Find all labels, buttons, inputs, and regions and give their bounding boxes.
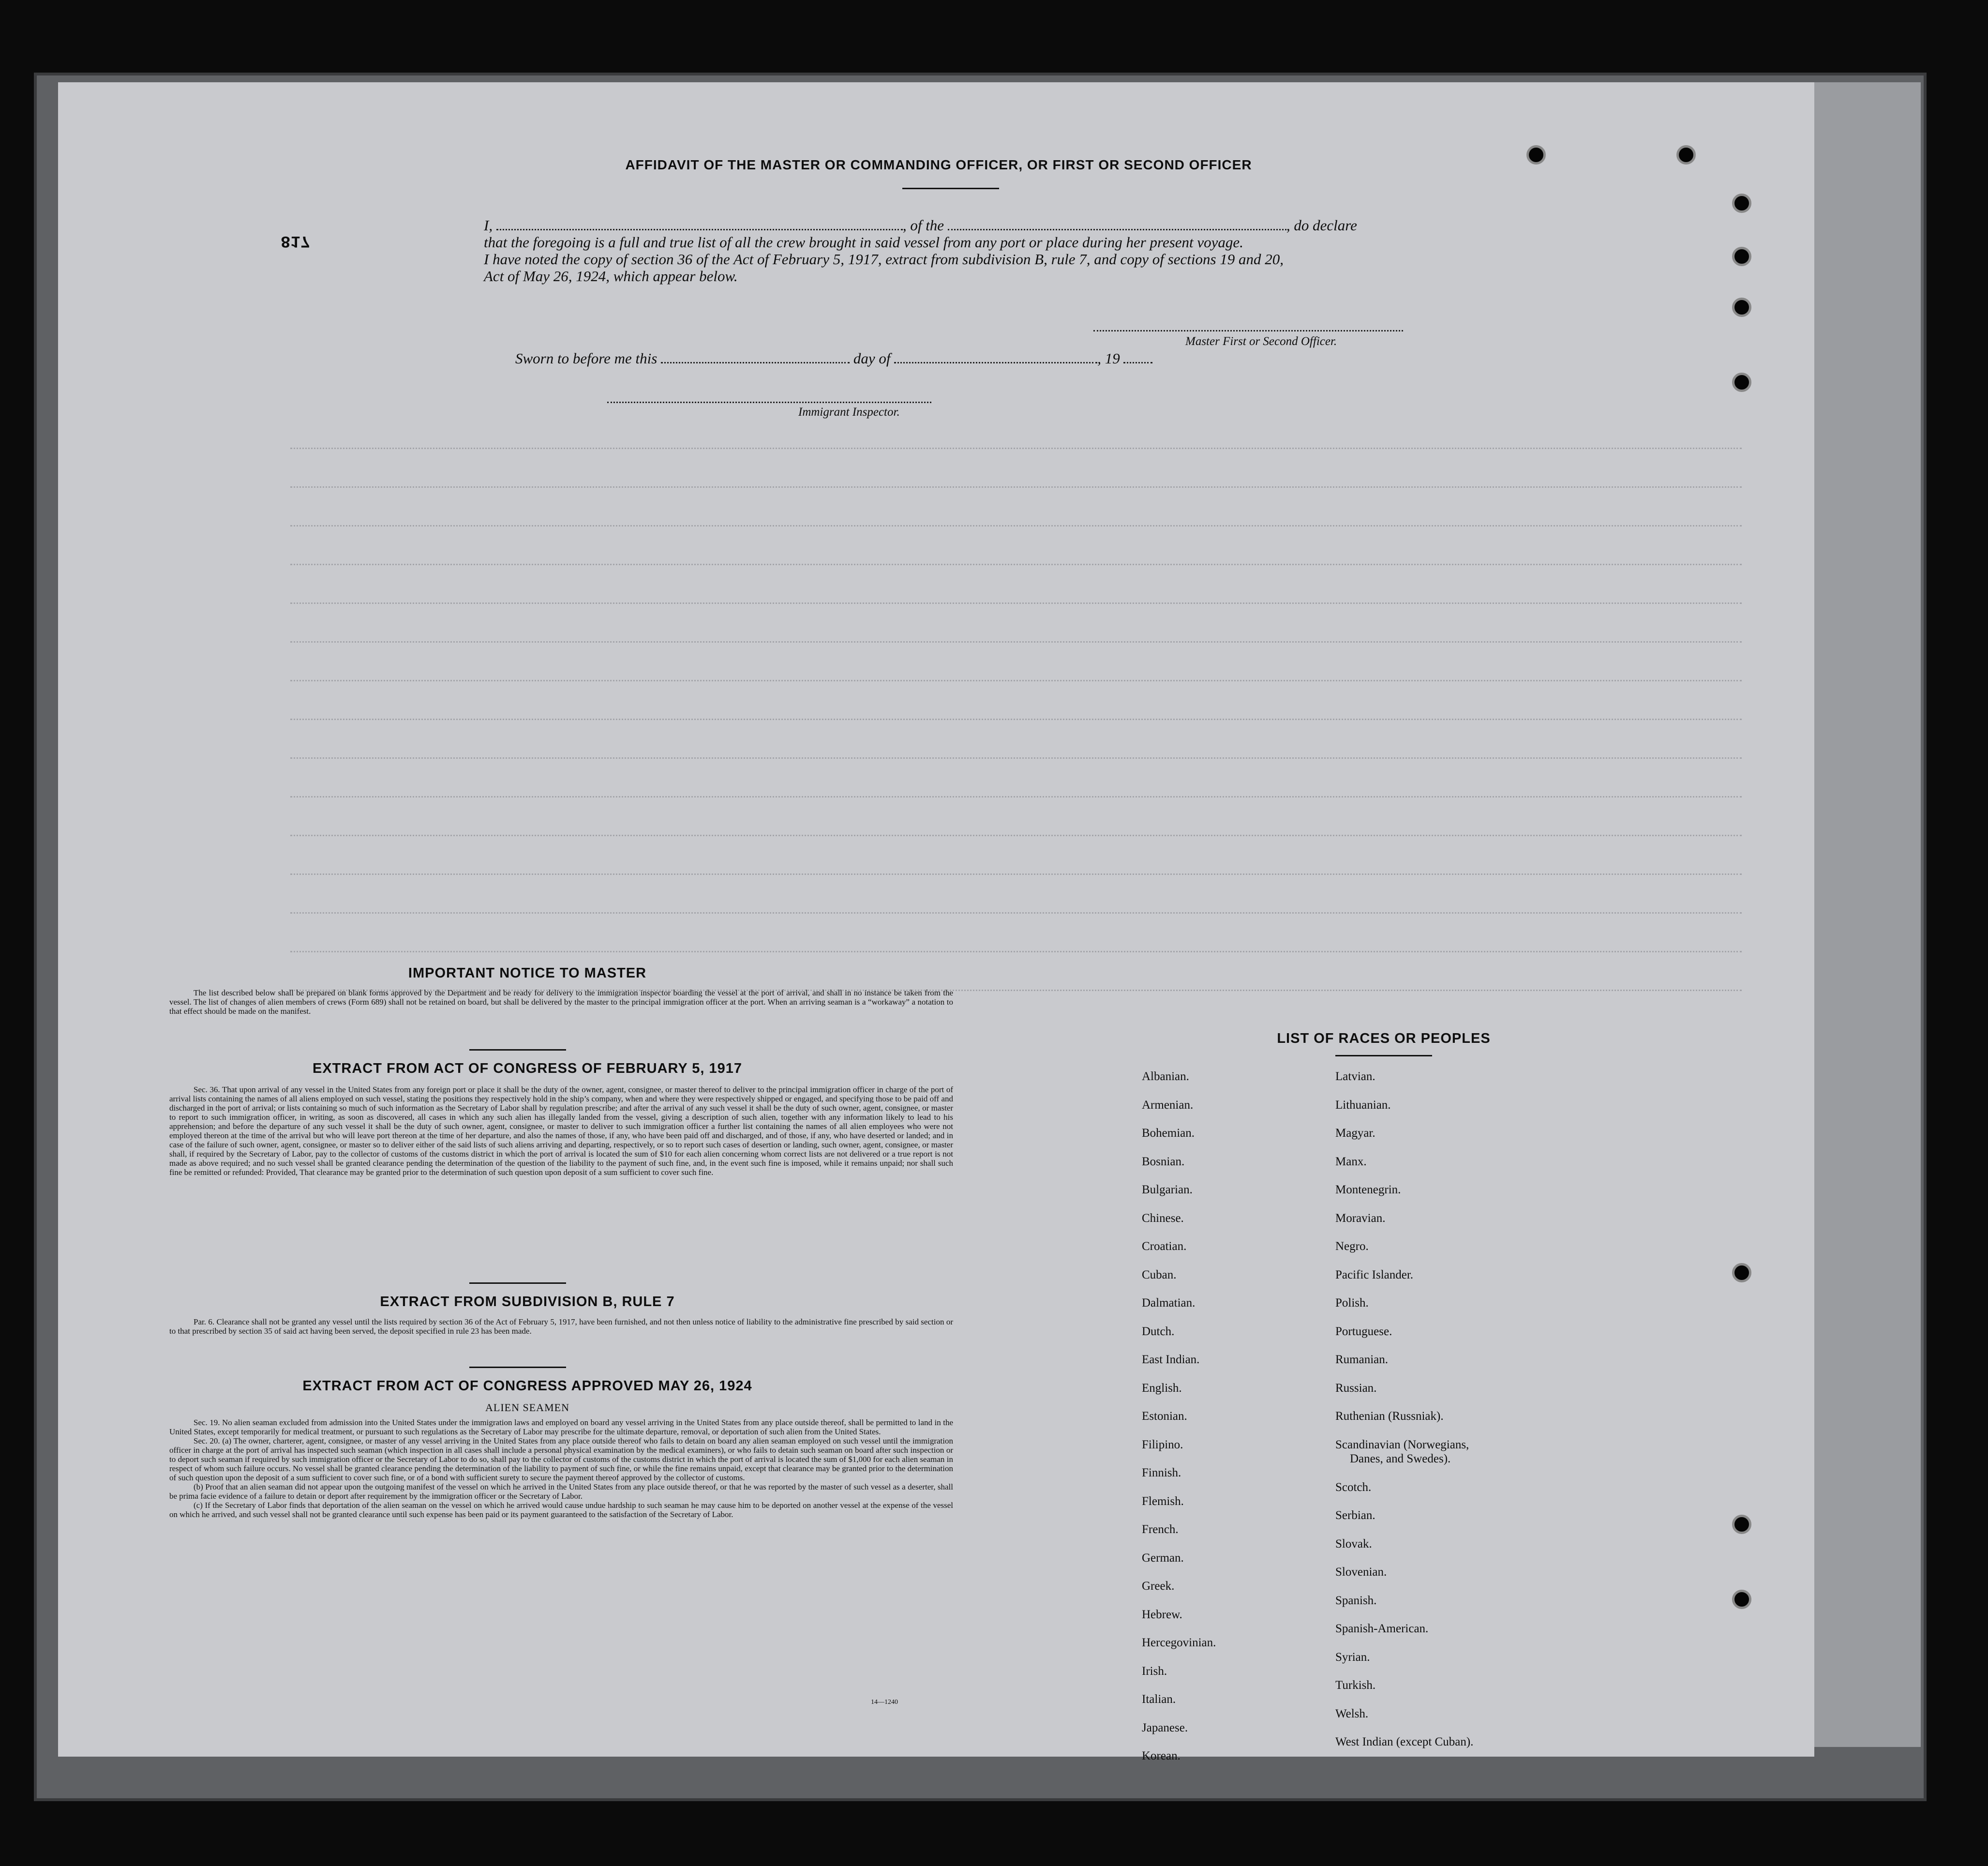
page-punch-hole	[1526, 145, 1546, 165]
race-item: Negro.	[1335, 1240, 1369, 1253]
sec-20a-paragraph: Sec. 20. (a) The owner, charterer, agent, consignee, or master of any vessel arriving in the United States from any place outside thereof who fails to detain on board any alien seaman employed on such vessel until the immigration officer in charge at the port of arrival has inspected such seaman (which inspection in all cases shall include a personal physical examination by the medical examiners), or who fails to detain such seaman on board after such inspection or to deport such seaman if required by such immigration officer or the Secretary of Labor to do so, shall pay to the collector of customs of the customs district in which the port of arrival is located the sum of $1,000 for each alien seaman in respect of whom such failure occurs. No vessel shall be granted clearance pending the determination of the liability to payment of such fine, or while the fine remains unpaid, except that clearance may be granted prior to the determination of such question upon the deposit of a sum sufficient to cover such fine, or of a bond with sufficient surety to secure the payment thereof approved by the collector of customs.	[169, 1436, 953, 1482]
race-item: Japanese.	[1142, 1721, 1188, 1734]
race-item: German.	[1142, 1551, 1184, 1565]
stamp-number: 817	[281, 231, 311, 250]
page-punch-hole	[1732, 373, 1751, 392]
sworn-line	[515, 350, 1152, 367]
sec-36-paragraph: Sec. 36. That upon arrival of any vessel in the United States from any foreign port or place it shall be the duty of the owner, agent, consignee, or master thereof to deliver to the principal immigration officer in charge of the port of arrival lists containing the names of all aliens employed on such vessel, stating the positions they respectively hold in the ship’s company, when and where they were respectively shipped or engaged, and specifying those to be paid off and discharged in the port of arrival; or lists containing so much of such information as the Secretary of Labor shall by regulation prescribe; and after the arrival of any such vessel it shall be the duty of such owner, agent, consignee, or master to report to such immigration officer, in writing, as soon as discovered, all cases in which any such alien has illegally landed from the vessel, giving a description of such alien, together with any information likely to lead to his apprehension; and before the departure of any such vessel it shall be the duty of such owner, agent, consignee, or master to deliver to such immigration officer a further list containing the names of all alien employees who were not employed thereon at the time of the arrival but who will leave port thereon at the time of her departure, and also the names of those, if any, who have been paid off and discharged, and of those, if any, who have deserted or landed; and in case of the failure of such owner, agent, consignee, or master so to deliver either of the said lists of such aliens arriving and departing, respectively, or so to report such cases of desertion or landing, such owner, agent, consignee, or master shall, if required by the Secretary of Labor, pay to the collector of customs of the customs district in which the port of arrival is located the sum of $10 for each alien concerning whom correct lists are not delivered or a true report is not made as above required; and no such vessel shall be granted clearance pending the determination of the question of the liability to the payment of such fine, and, in the event such fine is imposed, while it remains unpaid; nor shall such fine be remitted or refunded: Provided, That clearance may be granted prior to the determination of such question upon deposit of a sum sufficient to cover such fine.	[169, 1085, 953, 1177]
bleed-through-row	[290, 680, 1742, 688]
extract-1917-text	[169, 1085, 953, 1177]
race-item: Armenian.	[1142, 1098, 1194, 1112]
races-title-underline	[1335, 1055, 1432, 1056]
extract-1917-title: EXTRACT FROM ACT OF CONGRESS OF FEBRUARY 5, 1917	[312, 1061, 743, 1076]
declaration-line-3: I have noted the copy of section 36 of the Act of February 5, 1917, extract from subdivision B, rule 7, and copy of sections 19 and 20,	[484, 251, 1284, 268]
page-punch-hole	[1732, 1590, 1751, 1609]
race-item: Estonian.	[1142, 1410, 1187, 1423]
bleed-through-row	[290, 486, 1742, 495]
race-item: Dalmatian.	[1142, 1296, 1196, 1309]
bleed-through-row	[290, 641, 1742, 649]
race-item: Spanish.	[1335, 1594, 1377, 1607]
race-item: Bohemian.	[1142, 1127, 1195, 1140]
race-item: Slovak.	[1335, 1537, 1372, 1550]
race-item: Flemish.	[1142, 1494, 1184, 1508]
bleed-through-row	[290, 448, 1742, 456]
rule-7-divider	[469, 1367, 566, 1368]
race-item: Hercegovinian.	[1142, 1636, 1216, 1649]
page-punch-hole	[1732, 298, 1751, 317]
race-item: Cuban.	[1142, 1268, 1177, 1281]
vessel-blank	[948, 229, 1286, 230]
race-item: Moravian.	[1335, 1211, 1386, 1225]
race-item: Manx.	[1335, 1155, 1367, 1168]
affidavit-title: AFFIDAVIT OF THE MASTER OR COMMANDING OFFICER, OR FIRST OR SECOND OFFICER	[625, 157, 1252, 172]
title-divider	[902, 188, 999, 189]
inspector-signature-caption: Immigrant Inspector.	[798, 406, 900, 419]
bleed-through-row	[290, 525, 1742, 533]
race-item: Syrian.	[1335, 1650, 1370, 1664]
race-item-scandinavian-cont: Danes, and Swedes).	[1350, 1452, 1451, 1465]
notice-text	[169, 988, 953, 1016]
form-number: 14—1240	[871, 1699, 898, 1706]
race-item: Greek.	[1142, 1580, 1175, 1593]
page-punch-hole	[1732, 194, 1751, 213]
notice-title: IMPORTANT NOTICE TO MASTER	[408, 965, 647, 981]
extract-1917-divider	[469, 1282, 566, 1284]
race-item: Hebrew.	[1142, 1608, 1182, 1621]
declaration-line-1	[484, 217, 1357, 234]
rule-7-text	[169, 1317, 953, 1336]
race-item: Slovenian.	[1335, 1565, 1387, 1579]
page-punch-hole	[1732, 247, 1751, 266]
page-punch-hole	[1676, 145, 1696, 165]
race-item: Irish.	[1142, 1664, 1167, 1678]
sworn-year-prefix: , 19	[1097, 350, 1120, 367]
page-punch-hole	[1732, 1263, 1751, 1282]
bleed-through-row	[290, 564, 1742, 572]
race-item: Filipino.	[1142, 1438, 1183, 1451]
sec-20b-paragraph: (b) Proof that an alien seaman did not appear upon the outgoing manifest of the vessel on which he arrived in the United States from any place outside thereof, or that he was reported by the master of such vessel as a deserter, shall be prima facie evidence of a failure to detain or deport after requirement by the immigration officer or the Secretary of Labor.	[169, 1482, 953, 1501]
inspector-signature-line	[607, 402, 931, 403]
declaration-of-the: , of the	[902, 217, 944, 234]
race-item: Lithuanian.	[1335, 1098, 1391, 1112]
race-item: Albanian.	[1142, 1070, 1189, 1083]
race-item: Magyar.	[1335, 1127, 1375, 1140]
race-item: Pacific Islander.	[1335, 1268, 1414, 1281]
rule-7-paragraph: Par. 6. Clearance shall not be granted any vessel until the lists required by section 36 of the Act of February 5, 1917, have been furnished, and not then unless notice of liability to the administrative fine prescribed by said section or to that prescribed by section 35 of said act having been served, the deposit specified in rule 23 has been made.	[169, 1317, 953, 1336]
race-item: Latvian.	[1335, 1070, 1375, 1083]
race-item: Finnish.	[1142, 1466, 1181, 1479]
race-item: Dutch.	[1142, 1324, 1175, 1338]
bleed-through-row	[290, 719, 1742, 727]
race-item: Polish.	[1335, 1296, 1369, 1309]
page-punch-hole	[1732, 1515, 1751, 1534]
extract-1924-text	[169, 1418, 953, 1519]
bleed-through-row	[290, 951, 1742, 959]
race-item: Serbian.	[1335, 1509, 1375, 1522]
sworn-month-blank	[894, 362, 1097, 363]
notice-paragraph: The list described below shall be prepared on blank forms approved by the Department and be ready for delivery to the immigration inspector boarding the vessel at the port of arrival, and shall in no instance be taken from the vessel. The list of changes of alien members of crews (Form 689) shall not be retained on board, but shall be delivered by the master to the principal immigration officer at the port. When an arriving seaman is a “workaway” a notation to that effect should be made on the manifest.	[169, 988, 953, 1016]
bleed-through-row	[290, 835, 1742, 843]
race-item: French.	[1142, 1523, 1179, 1536]
race-item: Korean.	[1142, 1749, 1181, 1762]
name-blank	[496, 229, 903, 230]
sworn-day-blank	[661, 362, 850, 363]
race-item: Croatian.	[1142, 1240, 1187, 1253]
notice-divider	[469, 1049, 566, 1051]
bleed-through-row	[290, 757, 1742, 766]
race-item: Italian.	[1142, 1693, 1176, 1706]
declaration-line-4: Act of May 26, 1924, which appear below.	[484, 268, 738, 285]
race-item: West Indian (except Cuban).	[1335, 1735, 1474, 1748]
extract-1924-title: EXTRACT FROM ACT OF CONGRESS APPROVED MAY 26, 1924	[302, 1378, 752, 1394]
sec-20c-paragraph: (c) If the Secretary of Labor finds that deportation of the alien seaman on the vessel on which he arrived would cause undue hardship to such seaman he may cause him to be deported on another vessel at the expense of the vessel on which he arrived, and such vessel shall not be granted clearance until such expense has been paid or its payment guaranteed to the satisfaction of the Secretary of Labor.	[169, 1501, 953, 1519]
races-right-column	[1335, 1069, 1473, 1763]
race-item: Turkish.	[1335, 1679, 1376, 1692]
sworn-day-of: day of	[853, 350, 891, 367]
sworn-text: Sworn to before me this	[515, 350, 658, 367]
race-item: Rumanian.	[1335, 1353, 1389, 1366]
race-item	[1335, 1438, 1473, 1480]
race-item: Bulgarian.	[1142, 1183, 1193, 1196]
races-left-column	[1142, 1069, 1216, 1777]
declaration-do-declare: , do declare	[1286, 217, 1357, 234]
race-item: Portuguese.	[1335, 1324, 1392, 1338]
race-item-scandinavian: Scandinavian (Norwegians,	[1335, 1438, 1469, 1451]
race-item: Spanish-American.	[1335, 1622, 1429, 1635]
sec-19-paragraph: Sec. 19. No alien seaman excluded from admission into the United States under the immigration laws and employed on board any vessel arriving in the United States from any place outside thereof, shall be permitted to land in the United States, except temporarily for medical treatment, or pursuant to such regulations as the Secretary of Labor may prescribe for the ultimate departure, removal, or deportation of such alien from the United States.	[169, 1418, 953, 1436]
declaration-line-2: that the foregoing is a full and true list of all the crew brought in said vessel from any port or place during her present voyage.	[484, 234, 1243, 251]
sworn-year-blank	[1123, 362, 1152, 363]
declaration-i: I,	[484, 217, 493, 234]
bleed-through-row	[290, 796, 1742, 804]
race-item: English.	[1142, 1381, 1182, 1395]
bleed-through-row	[290, 602, 1742, 611]
race-item: Ruthenian (Russniak).	[1335, 1410, 1444, 1423]
race-item: East Indian.	[1142, 1353, 1200, 1366]
race-item: Welsh.	[1335, 1707, 1369, 1720]
race-item: Chinese.	[1142, 1211, 1184, 1225]
race-item: Bosnian.	[1142, 1155, 1185, 1168]
master-signature-caption: Master First or Second Officer.	[1185, 335, 1337, 348]
race-item: Scotch.	[1335, 1480, 1372, 1494]
bleed-through-row	[290, 873, 1742, 882]
master-signature-line	[1093, 330, 1403, 331]
rule-7-title: EXTRACT FROM SUBDIVISION B, RULE 7	[380, 1294, 675, 1309]
race-item: Montenegrin.	[1335, 1183, 1401, 1196]
race-item: Russian.	[1335, 1381, 1377, 1395]
alien-seamen-subtitle: ALIEN SEAMEN	[485, 1401, 569, 1414]
races-title: LIST OF RACES OR PEOPLES	[1277, 1031, 1491, 1046]
manifest-page	[58, 82, 1814, 1762]
bleed-through-row	[290, 912, 1742, 920]
